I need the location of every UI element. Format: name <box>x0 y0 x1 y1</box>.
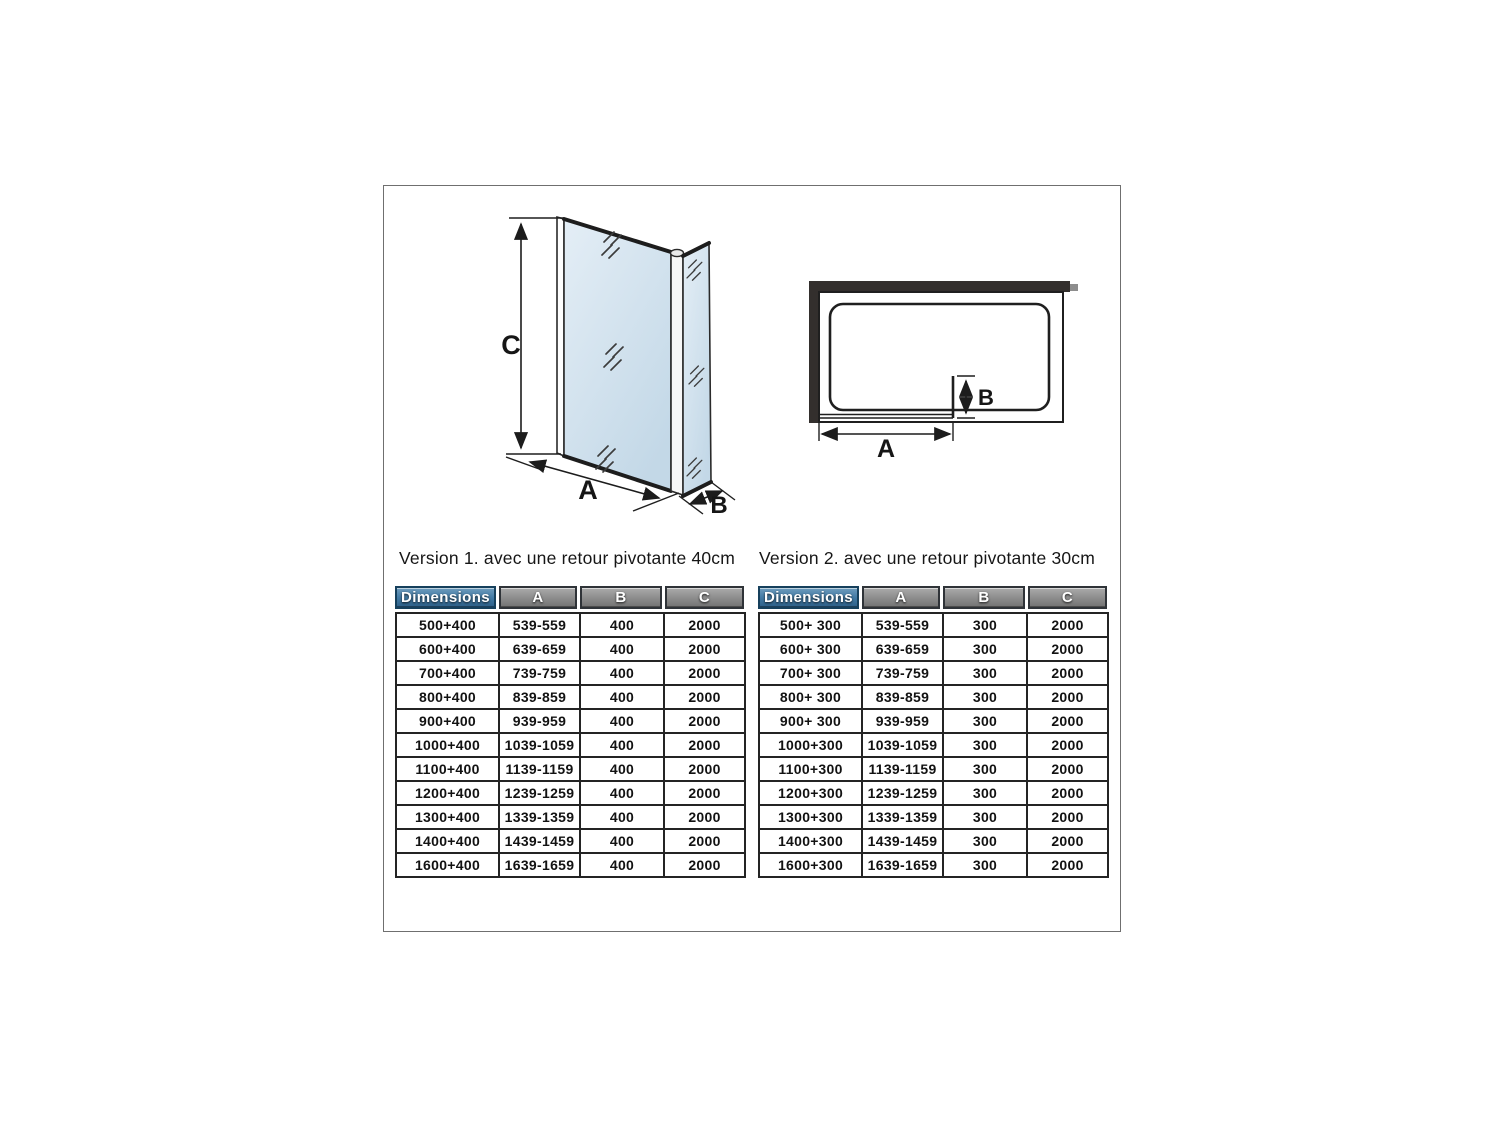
table-cell: 2000 <box>1027 685 1108 709</box>
table-cell: 400 <box>580 805 664 829</box>
table-cell: 539-559 <box>499 613 580 637</box>
bathtub-inner-edge <box>830 304 1049 410</box>
table-cell: 1239-1259 <box>499 781 580 805</box>
table-cell: 300 <box>943 613 1027 637</box>
dimension-c <box>501 218 564 454</box>
table-cell: 300 <box>943 781 1027 805</box>
table-body <box>758 612 1109 878</box>
hinge-post <box>671 249 684 495</box>
table-cell: 400 <box>580 685 664 709</box>
return-glass-panel <box>683 243 711 496</box>
table-cell: 500+400 <box>396 613 499 637</box>
table-cell: 400 <box>580 733 664 757</box>
table-cell: 1339-1359 <box>862 805 943 829</box>
table-cell: 1439-1459 <box>499 829 580 853</box>
table-caption-version-2: Version 2. avec une retour pivotante 30cm <box>759 548 1096 568</box>
dimension-b-label: B <box>710 492 728 519</box>
table-cell: 2000 <box>1027 829 1108 853</box>
table-cell: 600+400 <box>396 637 499 661</box>
table-cell: 1100+300 <box>759 757 862 781</box>
table-cell: 2000 <box>664 709 745 733</box>
table-row <box>759 709 1108 733</box>
table-row <box>759 805 1108 829</box>
table-cell: 2000 <box>664 685 745 709</box>
wall-profile-strip <box>557 217 564 456</box>
table-row <box>396 733 745 757</box>
table-cell: 400 <box>580 781 664 805</box>
table-header-row <box>758 586 1107 609</box>
table-cell: 400 <box>580 661 664 685</box>
bathtub-top-view-diagram <box>789 271 1109 466</box>
table-cell: 739-759 <box>499 661 580 685</box>
table-cell: 939-959 <box>499 709 580 733</box>
table-cell: 2000 <box>1027 613 1108 637</box>
table-cell: 2000 <box>1027 853 1108 877</box>
header-cell-b: B <box>580 586 662 609</box>
dimension-b-top-label: B <box>978 385 994 410</box>
table-cell: 400 <box>580 637 664 661</box>
table-cell: 1400+300 <box>759 829 862 853</box>
table-cell: 1000+400 <box>396 733 499 757</box>
table-row <box>396 781 745 805</box>
table-cell: 2000 <box>1027 709 1108 733</box>
table-cell: 2000 <box>664 853 745 877</box>
table-cell: 300 <box>943 853 1027 877</box>
table-cell: 2000 <box>1027 637 1108 661</box>
table-cell: 400 <box>580 829 664 853</box>
table-cell: 639-659 <box>499 637 580 661</box>
table-cell: 1600+300 <box>759 853 862 877</box>
table-row <box>396 829 745 853</box>
content-frame <box>383 185 1121 932</box>
table-cell: 700+400 <box>396 661 499 685</box>
table-cell: 1200+400 <box>396 781 499 805</box>
table-row <box>759 829 1108 853</box>
dimension-a-label: A <box>578 475 598 505</box>
table-row <box>396 613 745 637</box>
table-cell: 1600+400 <box>396 853 499 877</box>
table-row <box>759 853 1108 877</box>
dimension-a-top <box>819 422 953 463</box>
table-cell: 739-759 <box>862 661 943 685</box>
header-cell-dimensions: Dimensions <box>758 586 859 609</box>
table-cell: 1039-1059 <box>862 733 943 757</box>
table-cell: 500+ 300 <box>759 613 862 637</box>
bath-screen-perspective-diagram <box>406 196 746 526</box>
table-cell: 2000 <box>664 637 745 661</box>
table-cell: 539-559 <box>862 613 943 637</box>
table-body <box>395 612 746 878</box>
table-cell: 1200+300 <box>759 781 862 805</box>
table-cell: 2000 <box>664 781 745 805</box>
table-row <box>396 853 745 877</box>
table-cell: 1100+400 <box>396 757 499 781</box>
table-row <box>759 733 1108 757</box>
header-cell-a: A <box>862 586 940 609</box>
table-cell: 1400+400 <box>396 829 499 853</box>
table-cell: 1439-1459 <box>862 829 943 853</box>
table-row <box>396 709 745 733</box>
table-cell: 1239-1259 <box>862 781 943 805</box>
table-cell: 939-959 <box>862 709 943 733</box>
header-cell-dimensions: Dimensions <box>395 586 496 609</box>
table-row <box>396 685 745 709</box>
table-cell: 2000 <box>1027 805 1108 829</box>
table-cell: 300 <box>943 757 1027 781</box>
dimensions-table-version-1 <box>395 586 744 878</box>
table-cell: 800+400 <box>396 685 499 709</box>
wall-top-end <box>1070 284 1078 291</box>
table-cell: 300 <box>943 709 1027 733</box>
table-row <box>396 757 745 781</box>
table-cell: 800+ 300 <box>759 685 862 709</box>
table-header-row <box>395 586 744 609</box>
dimensions-table-version-2 <box>758 586 1107 878</box>
table-row <box>759 757 1108 781</box>
table-cell: 600+ 300 <box>759 637 862 661</box>
table-cell: 1139-1159 <box>499 757 580 781</box>
table-cell: 1039-1059 <box>499 733 580 757</box>
table-cell: 2000 <box>1027 781 1108 805</box>
table-cell: 300 <box>943 685 1027 709</box>
wall-left <box>809 281 818 423</box>
table-cell: 1139-1159 <box>862 757 943 781</box>
table-cell: 1000+300 <box>759 733 862 757</box>
table-cell: 839-859 <box>862 685 943 709</box>
table-cell: 2000 <box>664 733 745 757</box>
table-row <box>759 637 1108 661</box>
table-cell: 2000 <box>1027 757 1108 781</box>
table-row <box>396 805 745 829</box>
main-glass-panel <box>564 219 671 491</box>
table-cell: 700+ 300 <box>759 661 862 685</box>
table-cell: 900+400 <box>396 709 499 733</box>
table-cell: 1300+300 <box>759 805 862 829</box>
table-row <box>396 637 745 661</box>
table-cell: 1300+400 <box>396 805 499 829</box>
table-cell: 2000 <box>664 805 745 829</box>
table-cell: 300 <box>943 829 1027 853</box>
table-cell: 2000 <box>664 829 745 853</box>
table-cell: 2000 <box>664 613 745 637</box>
table-cell: 300 <box>943 637 1027 661</box>
table-cell: 300 <box>943 805 1027 829</box>
table-cell: 900+ 300 <box>759 709 862 733</box>
table-cell: 300 <box>943 733 1027 757</box>
table-row <box>759 613 1108 637</box>
table-cell: 400 <box>580 613 664 637</box>
header-cell-c: C <box>665 586 744 609</box>
table-caption-version-1: Version 1. avec une retour pivotante 40cm <box>399 548 736 568</box>
table-cell: 1639-1659 <box>499 853 580 877</box>
table-cell: 400 <box>580 853 664 877</box>
table-cell: 1639-1659 <box>862 853 943 877</box>
table-cell: 1339-1359 <box>499 805 580 829</box>
table-row <box>759 781 1108 805</box>
header-cell-c: C <box>1028 586 1107 609</box>
table-cell: 300 <box>943 661 1027 685</box>
dimension-c-label: C <box>501 330 521 360</box>
table-cell: 2000 <box>664 757 745 781</box>
table-row <box>759 661 1108 685</box>
table-cell: 2000 <box>1027 733 1108 757</box>
wall-top <box>809 281 1070 292</box>
table-row <box>396 661 745 685</box>
table-cell: 2000 <box>1027 661 1108 685</box>
dimension-a-top-label: A <box>876 435 896 463</box>
table-cell: 839-859 <box>499 685 580 709</box>
table-row <box>759 685 1108 709</box>
table-cell: 400 <box>580 709 664 733</box>
header-cell-b: B <box>943 586 1025 609</box>
table-cell: 639-659 <box>862 637 943 661</box>
table-cell: 400 <box>580 757 664 781</box>
table-cell: 2000 <box>664 661 745 685</box>
header-cell-a: A <box>499 586 577 609</box>
